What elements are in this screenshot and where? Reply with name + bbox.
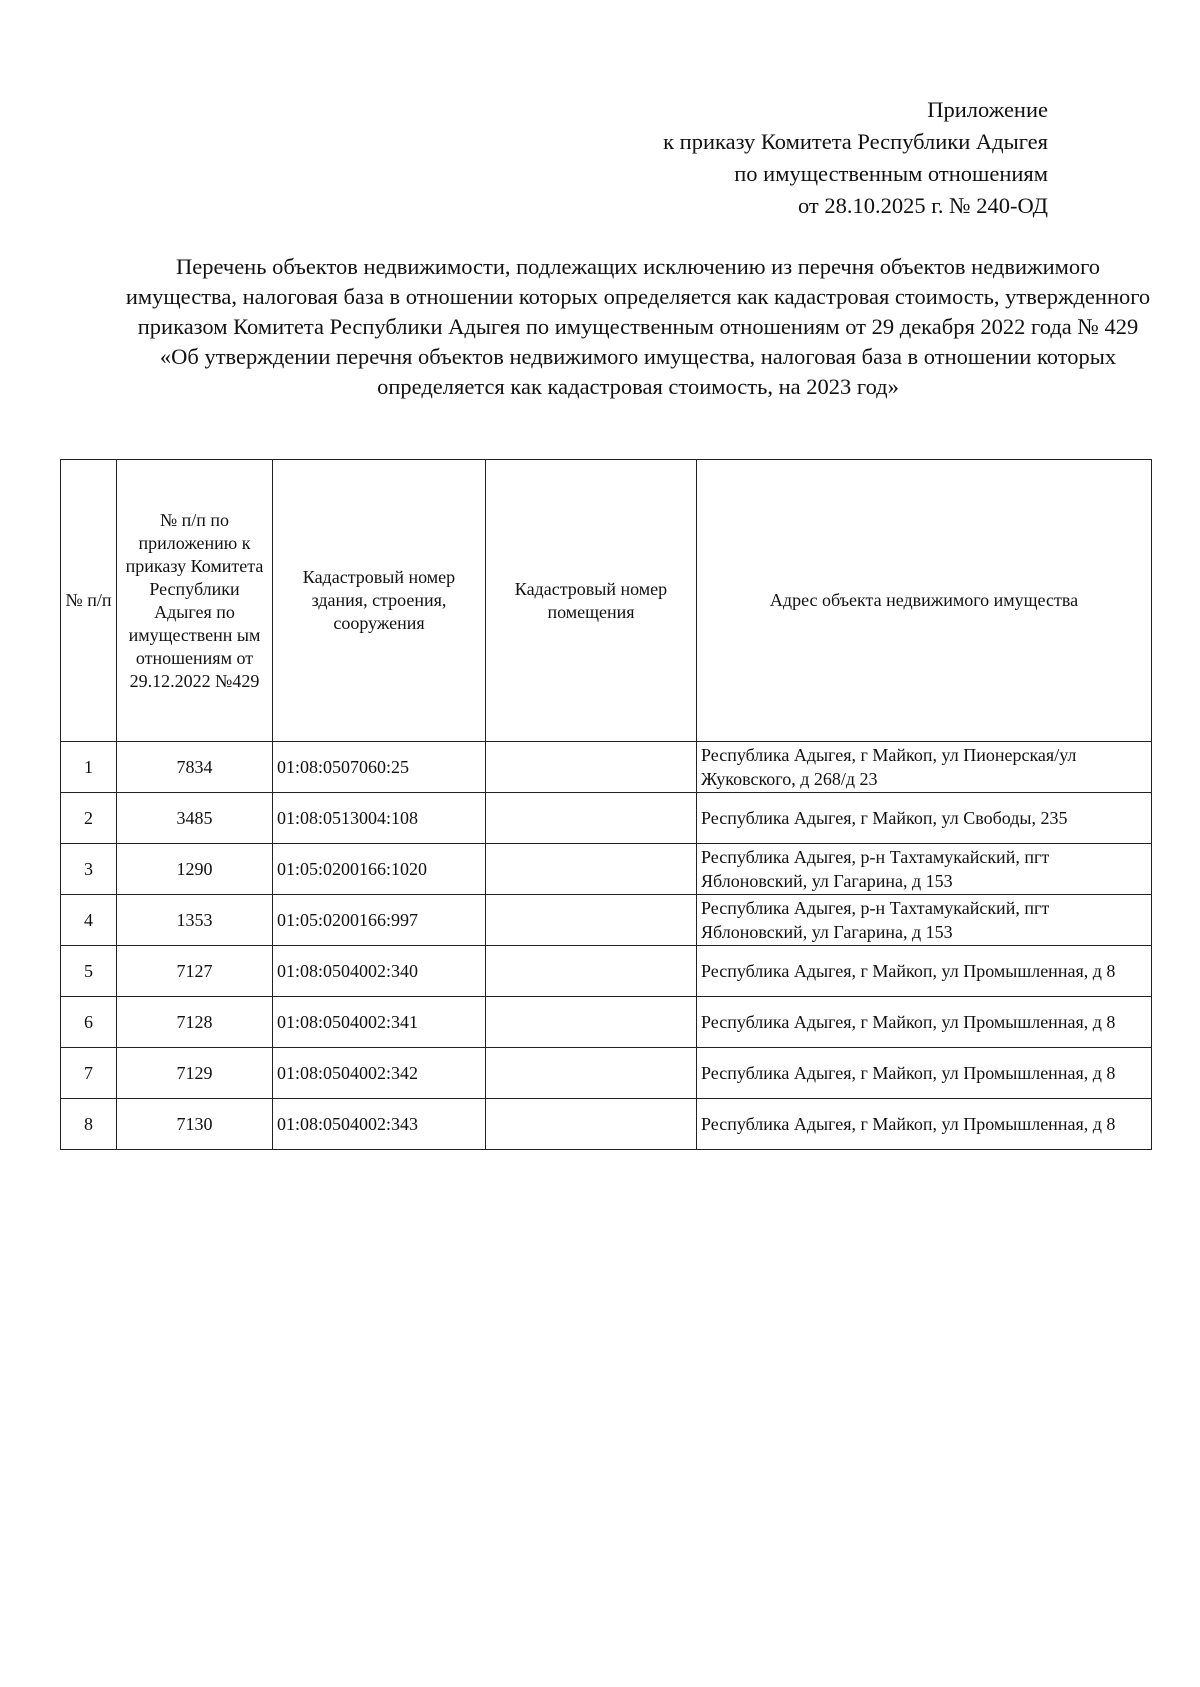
table-row bbox=[61, 1099, 1152, 1150]
cell-premises-cadastral bbox=[486, 793, 697, 844]
cell-building-cadastral: 01:08:0504002:342 bbox=[273, 1048, 486, 1099]
cell-num: 1 bbox=[61, 742, 117, 793]
cell-ref: 7834 bbox=[117, 742, 273, 793]
appendix-line-1: Приложение bbox=[927, 97, 1048, 122]
appendix-line-3: по имущественным отношениям bbox=[734, 161, 1048, 186]
cell-num: 2 bbox=[61, 793, 117, 844]
header-address: Адрес объекта недвижимого имущества bbox=[697, 460, 1152, 742]
cell-premises-cadastral bbox=[486, 946, 697, 997]
cell-ref: 3485 bbox=[117, 793, 273, 844]
cell-num: 7 bbox=[61, 1048, 117, 1099]
cell-premises-cadastral bbox=[486, 1048, 697, 1099]
cell-building-cadastral: 01:05:0200166:997 bbox=[273, 895, 486, 946]
table-row bbox=[61, 895, 1152, 946]
table-row bbox=[61, 793, 1152, 844]
cell-num: 5 bbox=[61, 946, 117, 997]
cell-ref: 1290 bbox=[117, 844, 273, 895]
cell-building-cadastral: 01:08:0513004:108 bbox=[273, 793, 486, 844]
appendix-header bbox=[428, 94, 1048, 222]
table-row bbox=[61, 997, 1152, 1048]
cell-premises-cadastral bbox=[486, 844, 697, 895]
cell-address: Республика Адыгея, г Майкоп, ул Пионерская/ул Жуковского, д 268/д 23 bbox=[697, 742, 1152, 793]
cell-premises-cadastral bbox=[486, 895, 697, 946]
cell-address: Республика Адыгея, г Майкоп, ул Свободы, 235 bbox=[697, 793, 1152, 844]
cell-address: Республика Адыгея, г Майкоп, ул Промышленная, д 8 bbox=[697, 1099, 1152, 1150]
appendix-line-4: от 28.10.2025 г. № 240-ОД bbox=[797, 193, 1048, 218]
table-header-row bbox=[61, 460, 1152, 742]
header-building-cadastral: Кадастровый номер здания, строения, сооружения bbox=[273, 460, 486, 742]
cell-ref: 7129 bbox=[117, 1048, 273, 1099]
table-row bbox=[61, 946, 1152, 997]
cell-ref: 1353 bbox=[117, 895, 273, 946]
document-title: Перечень объектов недвижимости, подлежащих исключению из перечня объектов недвижимого имущества, налоговая база в отношении которых определяется как кадастровая стоимость, утвержденного приказом Комитета Республики Адыгея по имущественным отношениям от 29 декабря 2022 года № 429 «Об утверждении перечня объектов недвижимого имущества, налоговая база в отношении которых определяется как кадастровая стоимость, на 2023 год» bbox=[125, 254, 1151, 399]
table-row bbox=[61, 844, 1152, 895]
objects-table bbox=[60, 459, 1152, 1150]
cell-address: Республика Адыгея, р-н Тахтамукайский, пгт Яблоновский, ул Гагарина, д 153 bbox=[697, 844, 1152, 895]
cell-num: 3 bbox=[61, 844, 117, 895]
cell-address: Республика Адыгея, г Майкоп, ул Промышленная, д 8 bbox=[697, 946, 1152, 997]
cell-premises-cadastral bbox=[486, 742, 697, 793]
header-premises-cadastral: Кадастровый номер помещения bbox=[486, 460, 697, 742]
appendix-line-2: к приказу Комитета Республики Адыгея bbox=[663, 129, 1048, 154]
cell-ref: 7127 bbox=[117, 946, 273, 997]
cell-address: Республика Адыгея, р-н Тахтамукайский, пгт Яблоновский, ул Гагарина, д 153 bbox=[697, 895, 1152, 946]
cell-building-cadastral: 01:08:0504002:340 bbox=[273, 946, 486, 997]
cell-address: Республика Адыгея, г Майкоп, ул Промышленная, д 8 bbox=[697, 1048, 1152, 1099]
cell-num: 8 bbox=[61, 1099, 117, 1150]
cell-building-cadastral: 01:08:0507060:25 bbox=[273, 742, 486, 793]
cell-building-cadastral: 01:08:0504002:341 bbox=[273, 997, 486, 1048]
cell-building-cadastral: 01:05:0200166:1020 bbox=[273, 844, 486, 895]
cell-num: 6 bbox=[61, 997, 117, 1048]
cell-ref: 7130 bbox=[117, 1099, 273, 1150]
table-row bbox=[61, 742, 1152, 793]
header-ref: № п/п по приложению к приказу Комитета Республики Адыгея по имущественн ым отношениям от 29.12.2022 №429 bbox=[117, 460, 273, 742]
cell-num: 4 bbox=[61, 895, 117, 946]
header-num: № п/п bbox=[61, 460, 117, 742]
cell-premises-cadastral bbox=[486, 997, 697, 1048]
cell-building-cadastral: 01:08:0504002:343 bbox=[273, 1099, 486, 1150]
table-row bbox=[61, 1048, 1152, 1099]
cell-ref: 7128 bbox=[117, 997, 273, 1048]
cell-premises-cadastral bbox=[486, 1099, 697, 1150]
cell-address: Республика Адыгея, г Майкоп, ул Промышленная, д 8 bbox=[697, 997, 1152, 1048]
